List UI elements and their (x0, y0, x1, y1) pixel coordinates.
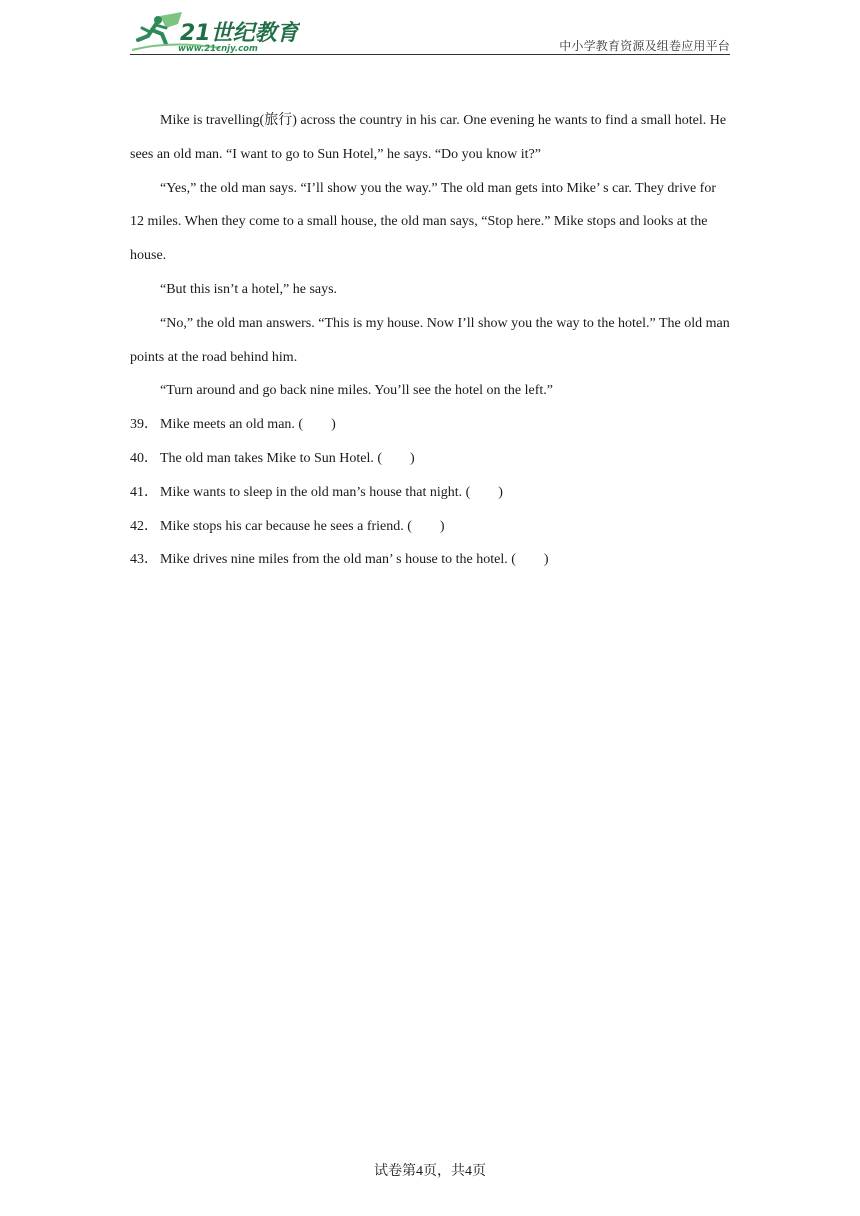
question-item (130, 408, 730, 442)
question-number: 42． (130, 518, 158, 534)
question-item (130, 476, 730, 510)
question-item (130, 543, 730, 577)
question-text: Mike meets an old man. ( ) (160, 417, 336, 433)
passage-paragraph: “But this isn’t a hotel,” he says. (160, 281, 338, 297)
question-number: 41． (130, 484, 158, 500)
logo-text: 21世纪教育 (180, 21, 299, 46)
site-logo (130, 10, 300, 54)
passage-paragraph: “Yes,” the old man says. “I’ll show you the way.” The old man gets into Mike’ s car. They drive for 12 miles. When they come to a small house, the old man says, “Stop here.” Mike stops and looks at the house. (130, 180, 716, 264)
question-item (130, 442, 730, 476)
passage-paragraph: “Turn around and go back nine miles. You’ll see the hotel on the left.” (160, 383, 553, 399)
platform-title: 中小学教育资源及组卷应用平台 (559, 39, 730, 53)
question-number: 40． (130, 450, 158, 466)
question-text: Mike drives nine miles from the old man’ s house to the hotel. ( ) (160, 552, 549, 568)
header-divider (130, 54, 730, 55)
logo-url-text: www.21cnjy.com (178, 44, 258, 54)
passage-paragraph: Mike is travelling(旅行) across the country in his car. One evening he wants to find a small hotel. He sees an old man. “I want to go to Sun Hotel,” he says. “Do you know it?” (130, 113, 727, 162)
page-footer: 试卷第4页，共4页 (374, 1164, 486, 1179)
question-text: The old man takes Mike to Sun Hotel. ( ) (160, 450, 415, 466)
passage-paragraph: “No,” the old man answers. “This is my house. Now I’ll show you the way to the hotel.” The old man points at the road behind him. (130, 315, 730, 365)
question-text: Mike stops his car because he sees a friend. ( ) (160, 518, 445, 534)
page-header (130, 8, 730, 56)
running-person-icon (130, 10, 300, 54)
question-number: 43． (130, 552, 158, 568)
question-text: Mike wants to sleep in the old man’s house that night. ( ) (160, 484, 503, 500)
exercise-content (130, 104, 730, 577)
question-number: 39． (130, 417, 158, 433)
question-item (130, 510, 730, 544)
